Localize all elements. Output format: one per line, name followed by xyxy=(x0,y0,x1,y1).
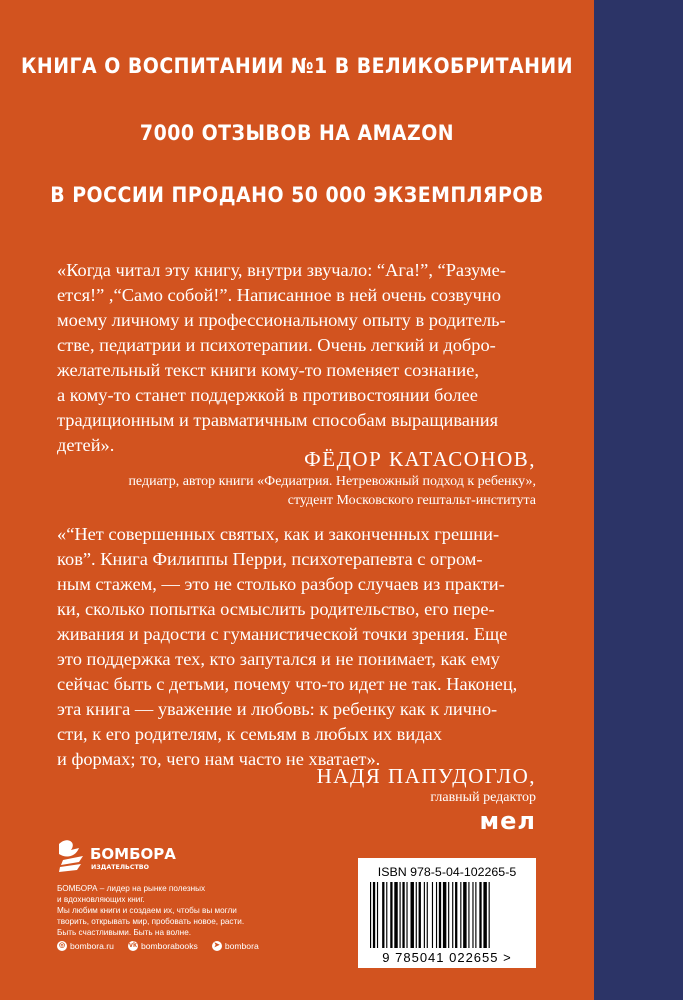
desc-line: творить, открывать мир, пробовать новое, расти. xyxy=(57,917,245,926)
telegram-icon: ➤ xyxy=(212,941,222,951)
headline-reviews: 7000 ОТЗЫВОВ НА AMAZON xyxy=(139,121,455,145)
quote-line: «Когда читал эту книгу, внутри звучало: “Ага!”, “Разуме- xyxy=(57,260,506,280)
barcode-bar xyxy=(411,882,414,948)
barcode-bar xyxy=(483,882,486,948)
review-author-2: НАДЯ ПАПУДОГЛО, xyxy=(316,764,536,788)
quote-line: это поддержка тех, кто запутался и не понимает, как ему xyxy=(57,649,500,669)
barcode-bar xyxy=(402,882,404,948)
barcode-bar xyxy=(419,882,421,948)
quote-line: ки, сколько попытка осмыслить родительство, его пере- xyxy=(57,599,495,619)
quote-line: «“Нет совершенных святых, как и законченных грешни- xyxy=(57,524,500,544)
barcode-bar xyxy=(406,882,407,948)
publisher-subname: ИЗДАТЕЛЬСТВО xyxy=(91,864,149,871)
review-author-1-role xyxy=(128,472,536,510)
barcode-digits: 9 785041 022655 > xyxy=(382,950,512,965)
social-link-site[interactable] xyxy=(57,941,114,951)
barcode-panel xyxy=(358,858,536,968)
mel-logo: мел xyxy=(479,807,536,835)
barcode-bar xyxy=(448,882,449,948)
headline-bestseller: КНИГА О ВОСПИТАНИИ №1 В ВЕЛИКОБРИТАНИИ xyxy=(20,54,574,78)
review-author-1: ФЁДОР КАТАСОНОВ, xyxy=(304,447,536,471)
isbn-number: ISBN 978-5-04-102265-5 xyxy=(377,865,517,879)
barcode-bar xyxy=(455,882,457,948)
barcode-bar xyxy=(394,882,397,948)
social-label: bombora xyxy=(224,941,259,951)
barcode-bar xyxy=(443,882,446,948)
desc-line: БОМБОРА – лидер на рынке полезных xyxy=(57,884,206,893)
desc-line: Мы любим книги и создаем их, чтобы вы могли xyxy=(57,906,237,915)
review-quote-1 xyxy=(57,258,545,458)
publisher-description xyxy=(57,883,287,938)
spine xyxy=(594,0,683,1000)
role-line: главный редактор xyxy=(430,790,536,805)
barcode-bar xyxy=(416,882,417,948)
role-line: студент Московского гештальт-института xyxy=(287,493,536,508)
quote-line: живания и радости с гуманистической точки зрения. Еще xyxy=(57,624,508,644)
review-author-2-role xyxy=(430,788,536,807)
barcode-bar xyxy=(386,882,387,948)
quote-line: сейчас быть с детьми, почему что-то идет не так. Наконец, xyxy=(57,674,518,694)
desc-line: Быть счастливыми. Быть на волне. xyxy=(57,928,192,937)
barcode-bar xyxy=(390,882,392,948)
barcode-bar xyxy=(479,882,481,948)
social-label: bombora.ru xyxy=(70,941,114,951)
quote-line: ным стажем, — это не столько разбор случаев из практи- xyxy=(57,574,505,594)
quote-line: сти, к его родителям, к семьям в любых их видах xyxy=(57,724,442,744)
social-label: bomborabooks xyxy=(140,941,198,951)
barcode-bar xyxy=(475,882,476,948)
barcode-bar xyxy=(370,882,371,948)
quote-line: эта книга — уважение и любовь: к ребенку как к лично- xyxy=(57,699,498,719)
quote-line: традиционным и травматичным способам выращивания xyxy=(57,410,499,430)
vk-icon: vk xyxy=(129,942,137,949)
social-link-vk[interactable] xyxy=(128,941,198,951)
review-quote-2 xyxy=(57,522,545,772)
desc-line: и вдохновляющих книг. xyxy=(57,895,145,904)
quote-line: детей». xyxy=(57,435,115,455)
barcode-bar xyxy=(373,882,375,948)
publisher-name: БОМБОРА xyxy=(90,845,176,863)
barcode-bar xyxy=(400,882,401,948)
barcode-bar xyxy=(452,882,453,948)
barcode-bar xyxy=(472,882,473,948)
wave-icon xyxy=(59,840,79,856)
quote-line: а кому-то станет поддержкой в противостоянии более xyxy=(57,385,478,405)
quote-line: ков”. Книга Филиппы Перри, психотерапевта с огром- xyxy=(57,549,483,569)
social-links xyxy=(57,941,259,951)
barcode-bar xyxy=(436,882,437,948)
barcode xyxy=(370,882,524,948)
barcode-bar xyxy=(489,882,490,948)
quote-line: стве, педиатрии и психотерапии. Очень легкий и добро- xyxy=(57,335,496,355)
barcode-bar xyxy=(382,882,384,948)
bombora-logo xyxy=(57,832,177,878)
social-link-telegram[interactable] xyxy=(212,941,259,951)
barcode-bar xyxy=(424,882,425,948)
barcode-bar xyxy=(432,882,433,948)
barcode-bar xyxy=(463,882,466,948)
quote-line: желательный текст книги кому-то поменяет сознание, xyxy=(57,360,480,380)
quote-line: и формах; то, чего нам часто не хватает». xyxy=(57,749,381,769)
barcode-bar xyxy=(427,882,428,948)
quote-line: ется!” ,“Само собой!”. Написанное в ней очень созвучно xyxy=(57,285,501,305)
quote-line: моему личному и профессиональному опыту в родитель- xyxy=(57,310,506,330)
barcode-bar xyxy=(468,882,469,948)
barcode-bar xyxy=(460,882,461,948)
barcode-bar xyxy=(377,882,378,948)
instagram-icon: ◎ xyxy=(58,942,66,949)
headline-sales: В РОССИИ ПРОДАНО 50 000 ЭКЗЕМПЛЯРОВ xyxy=(50,183,544,207)
barcode-bar xyxy=(439,882,441,948)
role-line: педиатр, автор книги «Федиатрия. Нетревожный подход к ребенку», xyxy=(128,474,536,489)
